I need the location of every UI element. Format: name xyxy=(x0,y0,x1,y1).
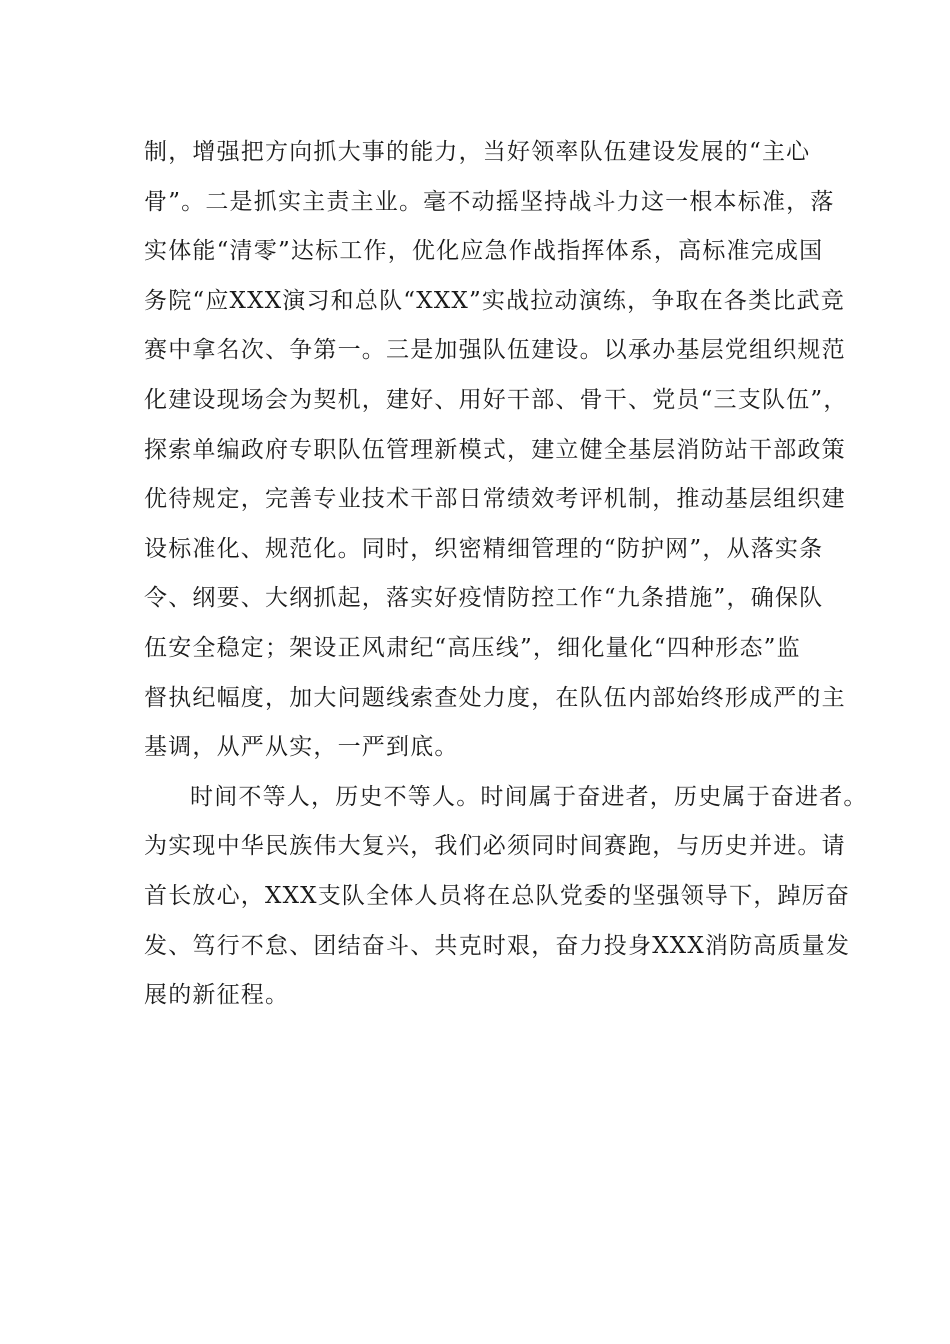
paragraph-1 xyxy=(144,132,848,777)
text-line: 伍安全稳定；架设正风肃纪“高压线”，细化量化“四种形态”监 xyxy=(144,634,801,661)
text-line: 令、纲要、大纲抓起，落实好疫情防控工作“九条措施”，确保队 xyxy=(144,585,824,612)
text-line: 基调，从严从实，一严到底。 xyxy=(144,734,459,761)
document-body xyxy=(144,132,868,1025)
paragraph-2 xyxy=(144,777,868,1025)
text-line: 制，增强把方向抓大事的能力，当好领率队伍建设发展的“主心 xyxy=(144,139,811,165)
text-line: 化建设现场会为契机，建好、用好干部、骨干、党员“三支队伍”， xyxy=(144,386,848,413)
text-line: 优待规定，完善专业技术干部日常绩效考评机制，推动基层组织建 xyxy=(144,486,846,513)
text-line: 赛中拿名次、争第一。三是加强队伍建设。以承办基层党组织规范 xyxy=(144,337,846,364)
text-line: 骨”。二是抓实主责主业。毫不动摇坚持战斗力这一根本标准，落 xyxy=(144,188,835,215)
text-line: 探索单编政府专职队伍管理新模式，建立健全基层消防站干部政策 xyxy=(144,436,846,463)
text-line: 务院“应XXX演习和总队“XXX”实战拉动演练，争取在各类比武竞 xyxy=(144,287,845,314)
text-line: 为实现中华民族伟大复兴，我们必须同时间赛跑，与历史并进。请 xyxy=(144,833,846,860)
text-line: 时间不等人，历史不等人。时间属于奋进者，历史属于奋进者。 xyxy=(190,783,868,810)
text-line: 展的新征程。 xyxy=(144,982,290,1009)
text-line: 首长放心，XXX支队全体人员将在总队党委的坚强领导下，踔厉奋 xyxy=(144,882,851,909)
text-line: 督执纪幅度，加大问题线索查处力度，在队伍内部始终形成严的主 xyxy=(144,684,846,711)
text-line: 设标准化、规范化。同时，织密精细管理的“防护网”，从落实条 xyxy=(144,535,824,562)
text-line: 实体能“清零”达标工作，优化应急作战指挥体系，高标准完成国 xyxy=(144,238,824,265)
text-line: 发、笃行不怠、团结奋斗、共克时艰，奋力投身XXX消防高质量发 xyxy=(144,932,851,959)
